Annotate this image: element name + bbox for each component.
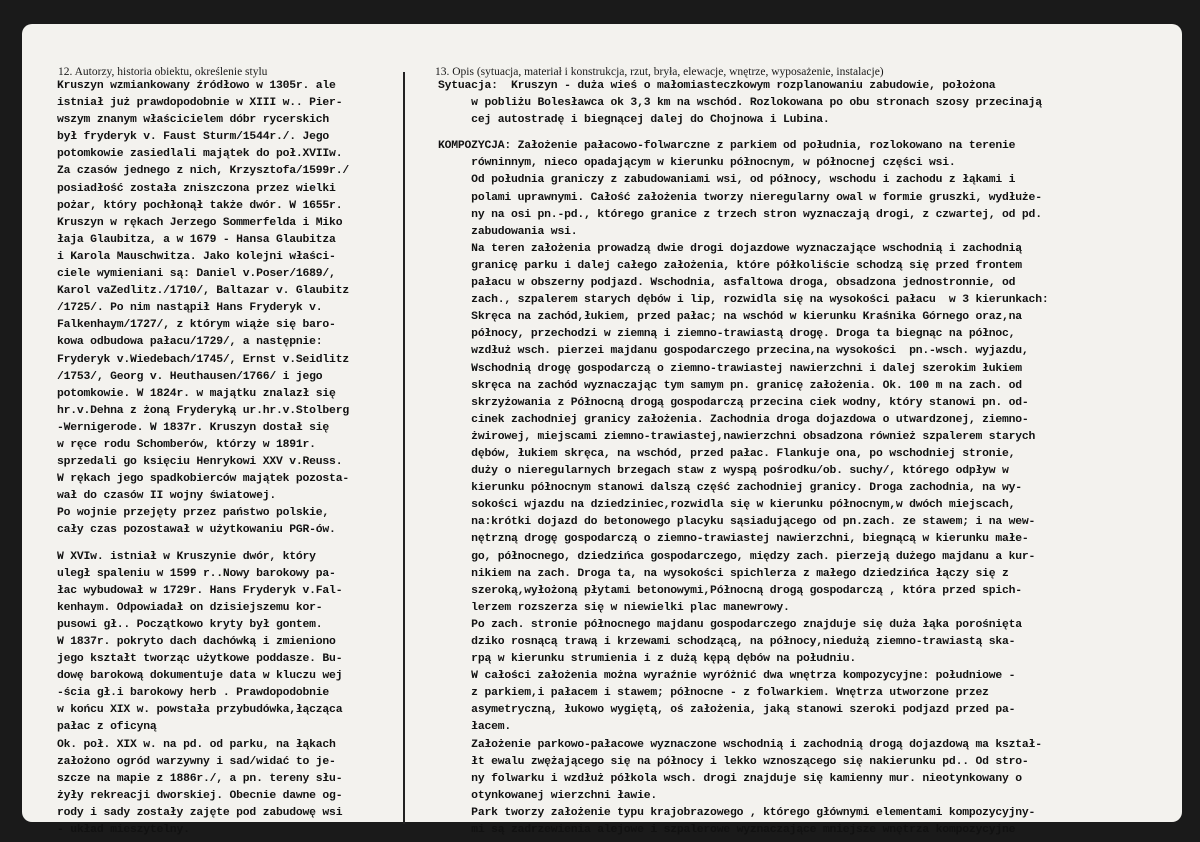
text-line: nętrzną drogę gospodarczą o ziemno-trawiastej nawierzchni, biegnącą w kierunku małe- (438, 533, 1029, 546)
text-line: jego kształt tworząc użytkowe poddasze. Bu- (57, 653, 343, 666)
text-line: zach., szpalerem starych dębów i lip, rozwidla się na wysokości pałacu w 3 kierunkach: (438, 294, 1049, 307)
text-line: skrzyżowania z Północną drogą gospodarczą przecina ciek wodny, który stanowi pn. od- (438, 396, 1029, 409)
text-line: KOMPOZYCJA: Założenie pałacowo-folwarczne z parkiem od południa, rozlokowano na terenie (438, 140, 1016, 153)
text-line: potomkowie zasiedlali majątek do poł.XVIIw. (57, 148, 343, 161)
text-line: zabudowania wsi. (438, 225, 578, 238)
text-line: dębów, łukiem skręca, na wschód, przed pałac. Flankuje ona, po wschodniej stronie, (438, 447, 1016, 460)
text-line: ny folwarku i wzdłuż półkola wsch. drogi znajduje się kamienny mur. nieotynkowany o (438, 772, 1022, 785)
text-line: istniał już prawdopodobnie w XIII w.. Pier- (57, 97, 343, 110)
text-line: Kruszyn wzmiankowany źródłowo w 1305r. ale (57, 80, 336, 92)
text-line: W całości założenia można wyraźnie wyróżnić dwa wnętrza kompozycyjne: południowe - (438, 670, 1016, 683)
text-line: Po zach. stronie północnego majdanu gospodarczego znajduje się duża łąka porośnięta (438, 618, 1022, 631)
text-line: granicę parku i dalej całego założenia, które półkoliście schodzą się przed frontem (438, 259, 1022, 272)
text-line: Karol vaZedlitz./1710/, Baltazar v. Glaubitz (57, 285, 349, 298)
text-line: -Wernigerode. W 1837r. Kruszyn dostał się (57, 421, 330, 434)
text-line: Za czasów jednego z nich, Krzysztofa/1599r./ (57, 165, 349, 178)
text-line: Wschodnią drogę gospodarczą o ziemno-trawiastej nawierzchni i dalej szerokim łukiem (438, 362, 1022, 375)
text-line: kenhaym. Odpowiadał on dzisiejszemu kor- (57, 601, 323, 614)
text-line: łt ewalu zwężającego się na północy i lekko wznoszącego się nakierunku pd.. Od stro- (438, 755, 1029, 768)
text-line: rpą w kierunku strumienia i z dużą kępą dębów na południu. (438, 653, 857, 666)
text-line: Sytuacja: Kruszyn - duża wieś o małomiasteczkowym rozplanowaniu zabudowie, położona (438, 80, 996, 92)
text-line: Po wojnie przejęty przez państwo polskie, (57, 507, 330, 520)
history-paragraph (57, 78, 349, 540)
text-line: był fryderyk v. Faust Sturm/1544r./. Jego (57, 131, 330, 144)
text-line: z parkiem,i pałacem i stawem; północne - z folwarkiem. Wnętrza utworzone przez (438, 687, 989, 700)
situation-paragraph (438, 78, 1048, 129)
text-line: uległ spaleniu w 1599 r..Nowy barokowy pa- (57, 567, 336, 580)
text-line: W XVIw. istniał w Kruszynie dwór, który (57, 550, 316, 563)
text-line: równinnym, nieco opadającym w kierunku północnym, w północnej części wsi. (438, 157, 956, 170)
text-line: Park tworzy założenie typu krajobrazowego , którego głównymi elementami kompozycyjny- (438, 806, 1036, 819)
text-line: Założenie parkowo-pałacowe wyznaczone wschodnią i zachodnią drogą dojazdową ma kształ- (438, 738, 1042, 751)
text-line: cej autostradę i biegnącej dalej do Chojnowa i Lubina. (438, 114, 830, 127)
right-column-text (438, 78, 1048, 839)
document-sheet (22, 24, 1182, 837)
text-line: kowa odbudowa pałacu/1729/, a następnie: (57, 336, 323, 349)
text-line: rody i sady zostały zajęte pod zabudowę wsi (57, 806, 343, 819)
text-line: - układ mieszytelny. (57, 824, 190, 837)
text-line: Od południa graniczy z zabudowaniami wsi, od północy, wschodu i zachodu z łąkami i (438, 174, 1016, 187)
text-line: dziko rosnącą trawą i krzewami schodzącą, na północy,niedużą ziemno-trawiastą ska- (438, 636, 1016, 648)
column-divider (403, 72, 405, 824)
text-line: wał do czasów II wojny światowej. (57, 490, 276, 503)
text-line: Fryderyk v.Wiedebach/1745/, Ernst v.Seidlitz (57, 353, 349, 366)
text-line: szeroką,wyłożoną płytami betonowymi,Północną drogą gospodarczą , która przed spich- (438, 584, 1022, 597)
text-line: sokości wjazdu na dziedziniec,rozwidla się w kierunku północnym,w dwóch miejscach, (438, 499, 1016, 512)
text-line: żyły rekreacji dworskiej. Obecnie dawne og- (57, 789, 343, 802)
text-line: pożar, który pochłonął także dwór. W 1655r. (57, 199, 343, 212)
text-line: lerzem rozszerza się w niewielki plac manewrowy. (438, 601, 790, 614)
text-line: w ręce rodu Schomberów, którzy w 1891r. (57, 438, 316, 451)
text-line: potomkowie. W 1824r. w majątku znalazł się (57, 387, 336, 400)
text-line: kierunku północnym stanowi dalszą część zachodniej granicy. Droga zachodnia, na wy- (438, 482, 1022, 495)
text-line: otynkowanej wierzchni ławie. (438, 789, 657, 802)
text-line: posiadłość została zniszczona przez wielki (57, 182, 336, 195)
text-line: dowę barokową dokumentuje data w kluczu wej (57, 670, 343, 683)
text-line: północy, przechodzi w ziemną i ziemno-trawiastą drogę. Droga ta biegnąc na północ, (438, 328, 1016, 341)
text-line: /1725/. Po nim nastąpił Hans Fryderyk v. (57, 302, 323, 315)
text-line: żwirowej, miejscami ziemno-trawiastej,nawierzchni obsadzona również szpalerem starych (438, 430, 1036, 443)
text-line: łaja Glaubitza, a w 1679 - Hansa Glaubitza (57, 233, 336, 246)
left-column-header: 12. Autorzy, historia obiektu, określenie stylu (58, 66, 268, 78)
text-line: Ok. poł. XIX w. na pd. od parku, na łąkach (57, 738, 336, 751)
text-line: łacem. (438, 721, 511, 734)
text-line: /1753/, Georg v. Heuthausen/1766/ i jego (57, 370, 323, 383)
text-line: nikiem na zach. Droga ta, na wysokości spichlerza z małego dziedzińca łączy się z (438, 567, 1009, 580)
text-line: duży o nieregularnych brzegach staw z wyspą pośrodku/ob. suchy/, którego odpływ w (438, 465, 1009, 478)
text-line: Kruszyn w rękach Jerzego Sommerfelda i Miko (57, 216, 343, 229)
text-line: hr.v.Dehna z żoną Fryderyką ur.hr.v.Stolberg (57, 404, 349, 417)
text-line: sprzedali go księciu Henrykowi XXV v.Reuss. (57, 456, 343, 469)
text-line: cinek zachodniej granicy założenia. Zachodnia droga dojazdowa o utwardzonej, ziemno- (438, 413, 1029, 426)
text-line: ciele wymieniani są: Daniel v.Poser/1689/, (57, 268, 336, 281)
text-line: asymetryczną, łukowo wygiętą, oś założenia, jaką stanowi szeroki podjazd przed pa- (438, 704, 1016, 717)
text-line: pałac z oficyną (57, 721, 157, 734)
text-line: pałacu w obszerny podjazd. Wschodnia, asfaltowa droga, obsadzona jednostronnie, od (438, 277, 1016, 290)
text-line: i Karola Mauschwitza. Jako kolejni właści- (57, 250, 336, 263)
text-line: założono ogród warzywny i sad/widać to je- (57, 755, 336, 768)
paragraph-gap (438, 129, 1048, 138)
text-line: w końcu XIX w. powstała przybudówka,łącząca (57, 704, 343, 717)
text-line: w pobliżu Bolesławca ok 3,3 km na wschód. Rozlokowana po obu stronach szosy przecinają (438, 97, 1042, 110)
text-line: Na teren założenia prowadzą dwie drogi dojazdowe wyznaczające wschodnią i zachodnią (438, 242, 1022, 255)
text-line: pusowi gł.. Początkowo kryty był gontem. (57, 618, 323, 631)
text-line: W 1837r. pokryto dach dachówką i zmieniono (57, 636, 336, 648)
text-line: wszym znanym właścicielem dóbr rycerskich (57, 114, 330, 127)
composition-paragraph (438, 138, 1048, 839)
text-line: polami uprawnymi. Całość założenia tworzy nieregularny owal w formie gruszki, wydłuże- (438, 191, 1042, 204)
building-history-paragraph (57, 549, 349, 840)
left-column-text (57, 78, 349, 839)
text-line: go, północnego, dziedzińca gospodarczego, między zach. pierzeją dużego majdanu a kur- (438, 550, 1036, 563)
text-line: Skręca na zachód,łukiem, przed pałac; na wschód w kierunku Kraśnika Górnego oraz,na (438, 311, 1022, 324)
right-column-header: 13. Opis (sytuacja, materiał i konstrukcja, rzut, bryła, elewacje, wnętrze, wyposażenie, instalacje) (435, 66, 884, 78)
text-line: szcze na mapie z 1886r./, a pn. tereny słu- (57, 772, 343, 785)
text-line: wzdłuż wsch. pierzei majdanu gospodarczego przecina,na wysokości pn.-wsch. wyjazdu, (438, 345, 1029, 358)
text-line: Falkenhaym/1727/, z którym wiąże się baro- (57, 319, 336, 332)
text-line: ny na osi pn.-pd., którego granice z trzech stron wyznaczają drogi, z czwartej, od pd. (438, 208, 1042, 221)
text-line: cały czas pozostawał w użytkowaniu PGR-ów. (57, 524, 336, 537)
paragraph-gap (57, 540, 349, 549)
text-line: W rękach jego spadkobierców majątek pozosta- (57, 473, 349, 486)
text-line: skręca na zachód wyznaczając tym samym pn. granicę założenia. Ok. 100 m na zach. od (438, 379, 1022, 392)
text-line: łac wybudował w 1729r. Hans Fryderyk v.Fal- (57, 584, 343, 597)
text-line: mi są zadrzewienia alejowe i szpalerowe wyznaczające mniejsze wnętrza kompozycyjne (438, 824, 1016, 837)
text-line: -ścia gł.i barokowy herb . Prawdopodobnie (57, 687, 330, 700)
text-line: na:krótki dojazd do betonowego placyku sąsiadującego od pn.zach. ze stawem; i na wew- (438, 516, 1036, 529)
